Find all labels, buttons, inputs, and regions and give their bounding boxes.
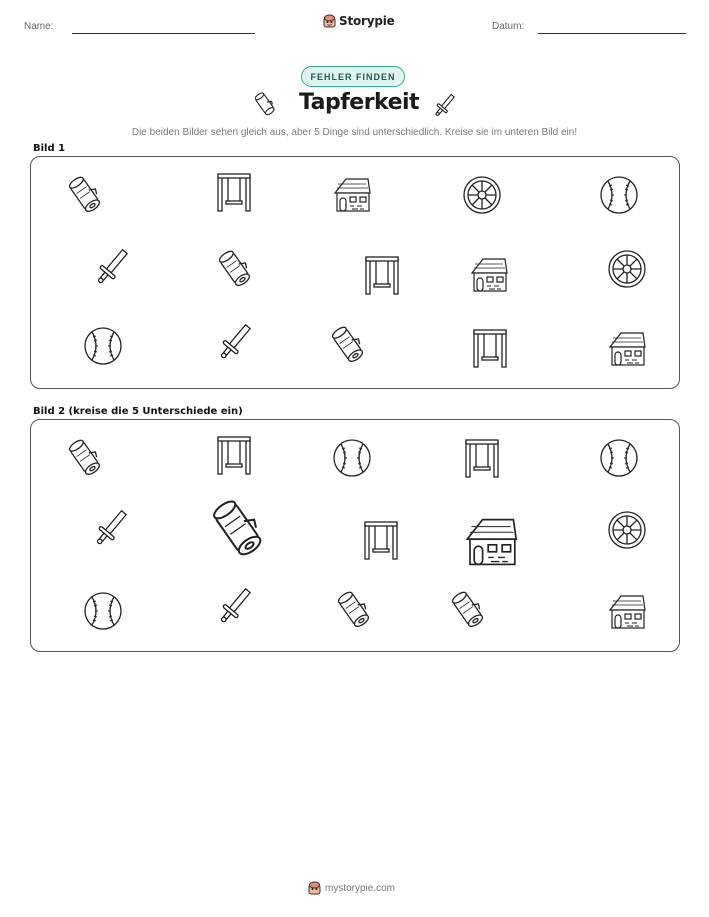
scroll-icon (207, 498, 269, 560)
shield-icon (607, 510, 647, 550)
picture1-label: Bild 1 (33, 143, 66, 154)
scroll-icon (448, 590, 488, 630)
footer (308, 881, 395, 895)
grid-item (332, 175, 372, 215)
grid-item[interactable] (607, 592, 647, 632)
grid-item[interactable] (607, 510, 647, 550)
scroll-icon (334, 590, 374, 630)
grid-item[interactable] (91, 508, 131, 548)
grid-item (83, 326, 123, 366)
shield-icon (462, 175, 502, 215)
sword-icon (215, 586, 255, 626)
sword-icon (215, 322, 255, 362)
swing-icon (362, 255, 402, 295)
grid-item[interactable] (599, 438, 639, 478)
name-line[interactable] (72, 33, 255, 34)
house-icon (607, 329, 647, 369)
date-line[interactable] (538, 33, 686, 34)
scroll-icon (328, 325, 368, 365)
name-label: Name: (24, 21, 54, 32)
baseball-icon (83, 326, 123, 366)
sword-icon (433, 92, 457, 118)
grid-item[interactable] (207, 498, 269, 560)
house-icon (607, 592, 647, 632)
grid-item[interactable] (448, 590, 488, 630)
grid-item (215, 249, 255, 289)
grid-item[interactable] (361, 520, 401, 560)
grid-item (470, 328, 510, 368)
baseball-icon (599, 175, 639, 215)
grid-item[interactable] (83, 591, 123, 631)
shield-icon (607, 249, 647, 289)
grid-item (607, 329, 647, 369)
scroll-icon (65, 438, 105, 478)
grid-item (599, 175, 639, 215)
grid-item (469, 255, 509, 295)
sword-icon (91, 508, 131, 548)
grid-item (328, 325, 368, 365)
swing-icon (214, 435, 254, 475)
grid-item (462, 175, 502, 215)
instructions-text: Die beiden Bilder sehen gleich aus, aber 5 Dinge sind unterschiedlich. Kreise sie im unteren Bild ein! (131, 127, 578, 138)
picture2-panel[interactable] (30, 419, 680, 652)
grid-item (92, 247, 132, 287)
grid-item[interactable] (462, 438, 502, 478)
swing-icon (214, 172, 254, 212)
swing-icon (470, 328, 510, 368)
house-icon (463, 514, 519, 570)
scroll-icon (215, 249, 255, 289)
picture1-panel (30, 156, 680, 389)
grid-item (362, 255, 402, 295)
mascot-icon (323, 14, 336, 28)
baseball-icon (332, 438, 372, 478)
brand-name: Storypie (339, 14, 395, 28)
category-badge: FEHLER FINDEN (301, 66, 405, 87)
baseball-icon (599, 438, 639, 478)
brand-logo (323, 14, 395, 28)
date-label: Datum: (492, 21, 525, 32)
grid-item (214, 172, 254, 212)
grid-item[interactable] (332, 438, 372, 478)
page-title: Tapferkeit (298, 90, 420, 115)
grid-item[interactable] (215, 586, 255, 626)
grid-item[interactable] (65, 438, 105, 478)
scroll-icon (65, 175, 105, 215)
grid-item[interactable] (334, 590, 374, 630)
mascot-icon (308, 881, 321, 895)
grid-item (607, 249, 647, 289)
grid-item (65, 175, 105, 215)
sword-icon (92, 247, 132, 287)
baseball-icon (83, 591, 123, 631)
grid-item[interactable] (214, 435, 254, 475)
grid-item[interactable] (463, 514, 519, 570)
grid-item (215, 322, 255, 362)
house-icon (469, 255, 509, 295)
house-icon (332, 175, 372, 215)
swing-icon (361, 520, 401, 560)
swing-icon (462, 438, 502, 478)
footer-url: mystorypie.com (325, 882, 396, 894)
picture2-label: Bild 2 (kreise die 5 Unterschiede ein) (33, 406, 243, 417)
